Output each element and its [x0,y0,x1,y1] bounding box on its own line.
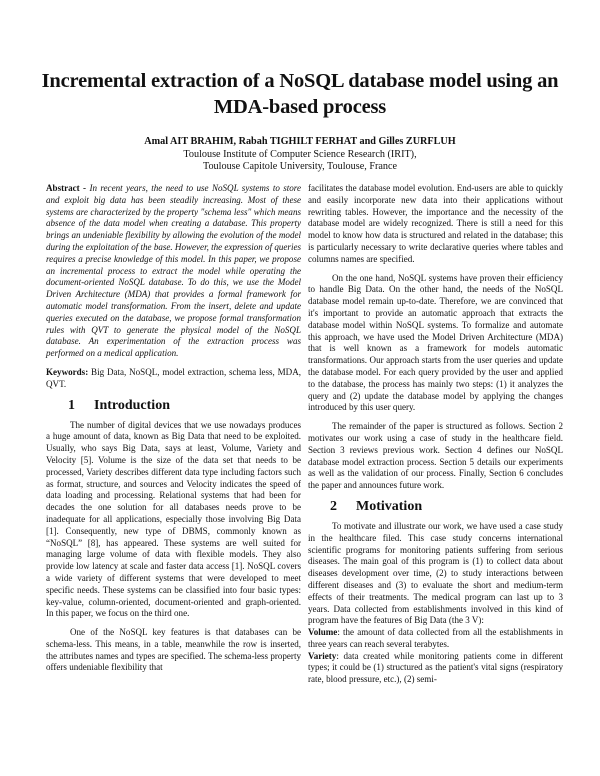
abstract [46,183,301,360]
author-names: Amal AIT BRAHIM, Rabah TIGHILT FERHAT and Gilles ZURFLUH [144,136,456,147]
left-column [46,183,301,674]
keywords-text: Big Data, NoSQL, model extraction, schema less, MDA, QVT. [46,366,301,389]
keywords [46,367,301,391]
intro-paragraph-1: The number of digital devices that we use nowadays produces a huge amount of data, known as Big Data that need to be exploited. Usually, who says Big Data, says at least, Volume, Variety and Velocity [5]. Volume is the size of the data set that needs to be processed, Variety describes different data type including factors such as format, structure, and sources and Velocity indicates the speed of data loading and processing. Relational systems that had been for decades the one solution for all databases needs prove to be inadequate for all applications, especially those involving Big Data [1]. Consequently, new type of DBMS, commonly known as “NoSQL” [8], has appeared. These systems are well suited for managing large volume of data with flexible models. They also provide low latency at scale and faster data access [1]. NoSQL covers a wide variety of different systems that were developed to meet specific needs. These systems can be classified into four basic types: key-value, column-oriented, document-oriented and graph-oriented. In this paper, we focus on the third one. [46,419,301,619]
section-number: 2 [330,498,337,514]
variety-item [308,651,563,686]
paper-title: Incremental extraction of a NoSQL database model using an MDA-based process [41,70,559,118]
abstract-label: Abstract - [46,183,90,193]
section-title: Motivation [356,498,423,514]
section-number: 1 [68,397,75,413]
intro-paragraph-3: On the one hand, NoSQL systems have proven their efficiency to handle Big Data. On the other hand, the needs of the NoSQL database model remain up-to-date. Therefore, we are convinced that it's important to provide an automatic approach that extracts the database model within NoSQL systems. To formalize and automate this approach, we have used the Model Driven Architecture (MDA) that is well known as a framework for models automatic transformations. Our approach starts from the user queries and update the database model. For each query provided by the user and applied to the database, the process has mainly two steps: (1) it analyzes the query and (2) update the database model by applying the changes introduced by this user query. [308,272,563,413]
affiliation-line-1: Toulouse Institute of Computer Science Research (IRIT), [183,148,417,160]
volume-item [308,627,563,651]
section-heading-motivation [308,498,563,516]
keywords-label: Keywords: [46,366,92,377]
affiliation-line-2: Toulouse Capitole University, Toulouse, France [202,161,398,172]
variety-text: : data created while monitoring patients come in different types; it could be (1) structured as the patient's vital signs (respiratory rate, blood pressure, etc.), (2) semi- [308,650,563,685]
intro-paragraph-2-start: One of the NoSQL key features is that databases can be schema-less. This means, in a table, meanwhile the row is inserted, the attributes names and types are specified. The schema-less property offers undeniable flexibility that [46,627,301,673]
intro-paragraph-4: The remainder of the paper is structured as follows. Section 2 motivates our work using a case of study in the healthcare field. Section 3 reviews previous work. Section 4 defines our NoSQL database model extraction process. Section 5 details our experiments as well as the validation of our process. Finally, Section 6 concludes the paper and announces future work. [308,421,563,491]
variety-label: Variety [308,650,337,661]
right-column [308,183,563,686]
intro-paragraph-2-continued: facilitates the database model evolution. End-users are able to quickly and easily incorporate new data into their applications without rewriting tables. However, the importance and the necessity of the database model are widely recognized. There is still a need for this model to know how data is structured and related in the database; this is particularly necessary to write declarative queries where tables and columns names are specified. [308,183,563,264]
section-title: Introduction [94,397,170,413]
section-heading-introduction [46,397,301,415]
motivation-paragraph-1: To motivate and illustrate our work, we have used a case study in the healthcare filed. This case study concerns international scientific programs for monitoring patients suffering from serious diseases. The main goal of this program is (1) to collect data about diseases development over time, (2) to study interactions between different diseases and (3) to evaluate the short and medium-term effects of their treatments. The medical program can last up to 3 years. Data collected from establishments involved in this kind of program have the features of Big Data (the 3 V): [308,520,563,626]
author-block [40,136,560,174]
volume-text: : the amount of data collected from all the establishments in three years can reach several terabytes. [308,627,563,649]
abstract-text: In recent years, the need to use NoSQL systems to store and exploit big data has been steadily increasing. Most of these systems are characterized by the property "schema less" which means absence of the data model when creating a database. This property brings an undeniable flexibility by allowing the evolution of the model during the exploitation of the base. However, the expression of queries requires a precise knowledge of this model. In this paper, we propose an incremental process to extract the model while operating the document-oriented NoSQL database. To do this, we use the Model Driven Architecture (MDA) that provides a formal framework for automatic model transformation. From the insert, delete and update queries executed on the database, we propose formal transformation rules with QVT to generate the physical model of the NoSQL database. An experimentation of the extraction process was performed on a medical application. [46,183,301,359]
volume-label: Volume [308,627,338,638]
